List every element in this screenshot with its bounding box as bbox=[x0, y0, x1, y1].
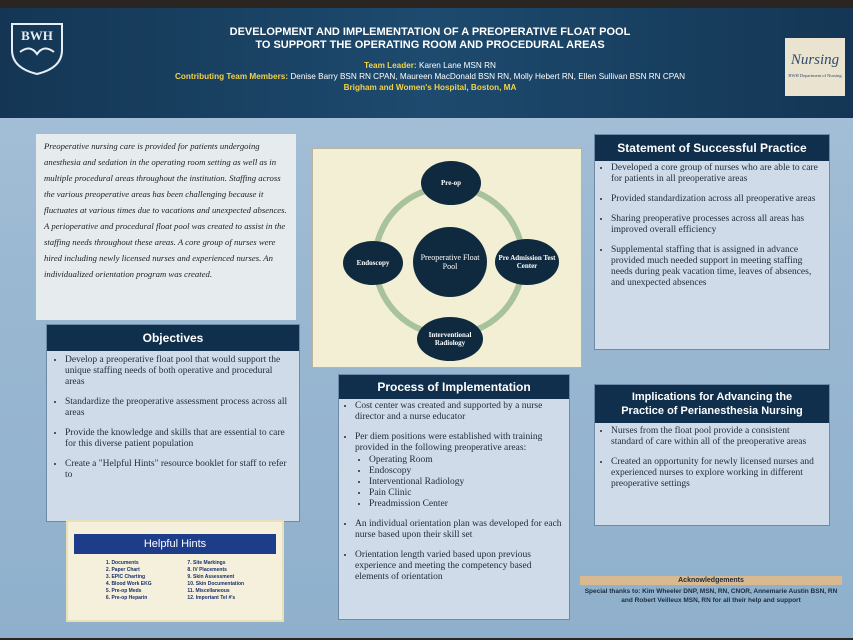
process-item: • An individual orientation plan was developed for each nurse based upon their skill set bbox=[355, 519, 563, 541]
process-item: • Orientation length varied based upon previous experience and meeting the competency based elements of orientation bbox=[355, 550, 563, 583]
poster-header bbox=[0, 8, 853, 118]
objective-item: • Create a "Helpful Hints" resource booklet for staff to refer to bbox=[65, 459, 291, 481]
statement-item: • Provided standardization across all preoperative areas bbox=[611, 194, 823, 205]
team-members: Denise Barry BSN RN CPAN, Maureen MacDonald BSN RN, Molly Hebert RN, Ellen Sullivan BSN RN CPAN bbox=[290, 72, 686, 81]
helpful-hints-card bbox=[66, 520, 284, 622]
statement-heading: Statement of Successful Practice bbox=[595, 135, 829, 161]
hint-item: 10. Skin Documentation bbox=[187, 581, 245, 587]
implication-item: • Created an opportunity for newly licensed nurses and experienced nurses to explore working in different preoperative settings bbox=[611, 457, 823, 490]
hint-item: 5. Pre-op Meds bbox=[105, 588, 142, 594]
process-item: • Per diem positions were established with training provided in the following preoperative areas: • Operating Room • Endoscopy • Interventional Radiology • Pain Clinic • Preadmission Center bbox=[355, 432, 563, 510]
process-area: • Endoscopy bbox=[369, 466, 563, 477]
process-item: • Cost center was created and supported by a nurse director and a nurse educator bbox=[355, 401, 563, 423]
objectives-heading: Objectives bbox=[47, 325, 299, 351]
diagram-center-node: Preoperative Float Pool bbox=[413, 227, 487, 297]
leader-label: Team Leader: bbox=[364, 61, 417, 70]
hint-item: 8. IV Placements bbox=[187, 567, 227, 573]
float-pool-diagram bbox=[312, 148, 582, 368]
poster-title-line2: TO SUPPORT THE OPERATING ROOM AND PROCEDURAL AREAS bbox=[255, 39, 605, 51]
poster-title-line1: DEVELOPMENT AND IMPLEMENTATION OF A PREOPERATIVE FLOAT POOL bbox=[229, 26, 631, 38]
nursing-logo: Nursing BWH Department of Nursing bbox=[785, 38, 845, 96]
diagram-node-preop: Pre-op bbox=[421, 161, 481, 205]
team-leader: Karen Lane MSN RN bbox=[419, 61, 496, 70]
diagram-node-endoscopy: Endoscopy bbox=[343, 241, 403, 285]
statement-box bbox=[594, 134, 830, 350]
process-area: • Pain Clinic bbox=[369, 488, 563, 499]
members-label: Contributing Team Members: bbox=[174, 72, 289, 81]
objectives-box bbox=[46, 324, 300, 522]
intro-text: Preoperative nursing care is provided for patients undergoing anesthesia and sedation in the operating room setting as well as in multiple procedural areas throughout the institution. Staffing across the various preoperative areas has been challenging because it fluctuates at various times due to vacations and unexpected absences. A perioperative and procedural float pool was created to assist in the staffing needs throughout these areas. A core group of nurses were hired including newly licensed nurses and experienced nurses. An individualized orientation program was created. bbox=[44, 141, 287, 279]
hint-item: 7. Site Markings bbox=[187, 560, 226, 566]
hint-item: 4. Blood Work EKG bbox=[105, 581, 152, 587]
process-area: • Preadmission Center bbox=[369, 499, 563, 510]
bwh-logo bbox=[8, 20, 70, 78]
implication-item: • Nurses from the float pool provide a consistent standard of care within all of the preoperative areas bbox=[611, 426, 823, 448]
statement-item: • Developed a core group of nurses who are able to care for patients in all preoperative areas bbox=[611, 163, 823, 185]
acknowledgements bbox=[580, 576, 842, 620]
institution: Brigham and Women's Hospital, Boston, MA bbox=[343, 83, 517, 92]
objective-item: • Standardize the preoperative assessment process across all areas bbox=[65, 397, 291, 419]
hint-item: 6. Pre-op Heparin bbox=[105, 595, 148, 601]
hint-item: 9. Skin Assessment bbox=[187, 574, 235, 580]
hint-item: 2. Paper Chart bbox=[105, 567, 140, 573]
statement-item: • Sharing preoperative processes across all areas has improved overall efficiency bbox=[611, 214, 823, 236]
svg-text:BWH: BWH bbox=[21, 28, 53, 43]
diagram-node-ir: Interventional Radiology bbox=[417, 317, 483, 361]
objective-item: • Provide the knowledge and skills that are essential to care for this diverse patient population bbox=[65, 428, 291, 450]
process-area: • Operating Room bbox=[369, 455, 563, 466]
implications-heading-line2: Practice of Perianesthesia Nursing bbox=[621, 405, 803, 417]
statement-item: • Supplemental staffing that is assigned in advance provided much needed support in meeting staffing needs during peak vacation time, leaves of absences, and unexpected absences bbox=[611, 245, 823, 289]
hint-item: 11. Miscellaneous bbox=[187, 588, 230, 594]
acknowledgements-text: Special thanks to: Kim Wheeler DNP, MSN, RN, CNOR, Annemarie Austin BSN, RN and Robert Veilleux MSN, RN for all their help and support bbox=[584, 588, 838, 604]
process-box bbox=[338, 374, 570, 620]
diagram-node-pat: Pre Admission Test Center bbox=[495, 239, 559, 285]
process-heading: Process of Implementation bbox=[339, 375, 569, 399]
process-area: • Interventional Radiology bbox=[369, 477, 563, 488]
hint-item: 1. Documents bbox=[105, 560, 139, 566]
implications-box bbox=[594, 384, 830, 526]
intro-box bbox=[36, 134, 296, 320]
implications-heading-line1: Implications for Advancing the bbox=[631, 391, 793, 403]
helpful-hints-heading: Helpful Hints bbox=[74, 534, 276, 554]
hint-item: 12. Important Tel #'s bbox=[187, 595, 236, 601]
hint-item: 3. EPIC Charting bbox=[105, 574, 146, 580]
objective-item: • Develop a preoperative float pool that would support the unique staffing needs of both operative and procedural areas bbox=[65, 355, 291, 388]
poster bbox=[0, 8, 853, 638]
acknowledgements-heading: Acknowledgements bbox=[580, 576, 842, 585]
